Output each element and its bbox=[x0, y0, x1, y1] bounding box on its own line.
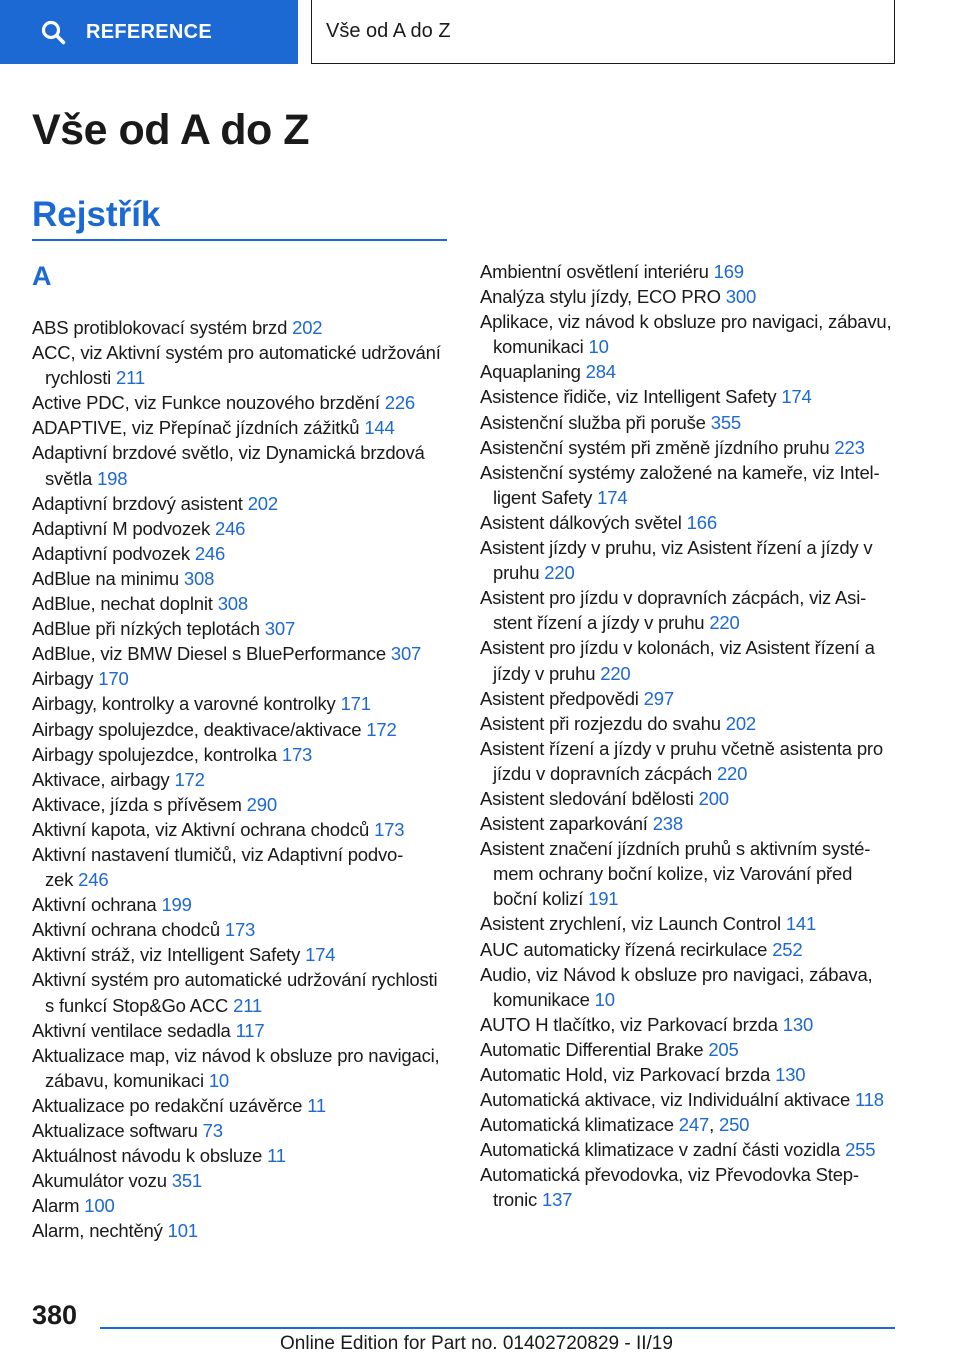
index-entry bbox=[480, 535, 898, 585]
index-entry-text: Airbagy spolujezdce, deaktivace/aktivace bbox=[32, 718, 362, 740]
index-entry bbox=[480, 1087, 898, 1112]
index-entry bbox=[32, 566, 450, 591]
index-entry bbox=[480, 836, 898, 911]
index-entry bbox=[32, 340, 450, 390]
page-link[interactable]: 10 bbox=[594, 988, 615, 1010]
index-entry-text: Asistenční služba při poruše bbox=[480, 411, 706, 433]
page-link[interactable]: 308 bbox=[183, 567, 215, 589]
index-entry-text: Alarm bbox=[32, 1195, 80, 1217]
page-link[interactable]: 73 bbox=[202, 1120, 223, 1141]
index-entry bbox=[480, 309, 898, 359]
index-entry-text: Aktivní nastavení tlumičů, viz Adaptivní podvozek bbox=[32, 843, 404, 891]
index-entry bbox=[32, 1143, 450, 1168]
page-link[interactable]: 100 bbox=[84, 1195, 115, 1217]
index-entry-text: Asistent dálkových světel bbox=[480, 511, 682, 533]
index-entry-text: Asistent značení jízdních pruhů s aktivním systémem ochrany boční kolize, viz Varování před boční kolizí bbox=[480, 838, 871, 910]
index-entry-text: AdBlue na minimu bbox=[32, 567, 179, 589]
index-entry-text: Asistent sledování bdělosti bbox=[480, 787, 694, 809]
index-entry bbox=[480, 384, 898, 409]
page-link[interactable]: 10 bbox=[208, 1069, 230, 1091]
page-link[interactable]: 226 bbox=[384, 392, 416, 414]
index-entry-text: Aktivní systém pro automatické udržování rychlosti s funkcí Stop&Go ACC bbox=[32, 969, 438, 1016]
index-entry bbox=[32, 1168, 450, 1193]
index-entry-text: AUC automaticky řízená recirkulace bbox=[480, 938, 768, 960]
index-entry bbox=[32, 440, 450, 490]
page-link[interactable]: 101 bbox=[167, 1220, 198, 1242]
header-title: Vše od A do Z bbox=[326, 20, 451, 42]
page-link[interactable]: 166 bbox=[686, 511, 717, 533]
index-entry bbox=[32, 415, 450, 440]
page-link[interactable]: 308 bbox=[217, 593, 248, 615]
page-link[interactable]: 220 bbox=[716, 762, 748, 784]
page-link[interactable]: 11 bbox=[267, 1145, 286, 1167]
index-entry bbox=[32, 666, 450, 691]
page-link[interactable]: 246 bbox=[194, 542, 226, 564]
page-link[interactable]: 252 bbox=[772, 938, 803, 960]
index-entry-text: Automatická převodovka, viz Převodovka Steptronic bbox=[480, 1164, 860, 1211]
index-entry bbox=[32, 1193, 450, 1218]
page-link[interactable]: 199 bbox=[161, 894, 192, 916]
page-link[interactable]: 202 bbox=[725, 712, 757, 734]
index-entry-text: Airbagy, kontrolky a varovné kontrolky bbox=[32, 693, 336, 715]
index-entry bbox=[480, 284, 898, 309]
page-link[interactable]: 137 bbox=[542, 1189, 573, 1211]
index-entry bbox=[32, 942, 450, 967]
index-entry-text: Asistence řidiče, viz Intelligent Safety bbox=[480, 386, 777, 408]
index-entry-text: Asistent zrychlení, viz Launch Control bbox=[480, 913, 781, 935]
index-entry bbox=[480, 1037, 898, 1062]
index-entry bbox=[32, 892, 450, 917]
index-entry bbox=[480, 736, 898, 786]
index-entry bbox=[480, 635, 898, 685]
index-entry bbox=[480, 711, 898, 736]
page-link[interactable]: 297 bbox=[643, 687, 674, 709]
index-entry bbox=[480, 1012, 898, 1037]
header-title-tab[interactable] bbox=[311, 0, 895, 64]
page-link[interactable]: 173 bbox=[374, 818, 405, 840]
index-entry-text: ADAPTIVE, viz Přepínač jízdních zážitků bbox=[32, 417, 360, 439]
page-link[interactable]: 173 bbox=[281, 743, 313, 765]
index-entry-text: Aktivní ventilace sedadla bbox=[32, 1019, 231, 1041]
page-link[interactable]: 300 bbox=[725, 286, 757, 308]
page-link[interactable]: 169 bbox=[713, 261, 744, 282]
index-entry bbox=[480, 811, 898, 836]
page-link[interactable]: 170 bbox=[98, 668, 129, 690]
index-entry-text: ACC, viz Aktivní systém pro automatické udržování rychlosti bbox=[32, 342, 441, 389]
index-entry bbox=[32, 742, 450, 767]
page-link[interactable]: 198 bbox=[97, 467, 128, 489]
index-entry bbox=[480, 460, 898, 510]
index-entry bbox=[32, 491, 450, 516]
page-link[interactable]: 223 bbox=[834, 436, 865, 458]
index-entry-text: Adaptivní M podvozek bbox=[32, 517, 211, 539]
page-link[interactable]: 211 bbox=[233, 994, 263, 1016]
index-entry bbox=[32, 616, 450, 641]
index-entry-text: AUTO H tlačítko, viz Parkovací brzda bbox=[480, 1013, 778, 1035]
page-link[interactable]: 144 bbox=[364, 417, 395, 439]
index-entry bbox=[32, 1043, 450, 1093]
search-icon bbox=[40, 19, 66, 45]
index-entry bbox=[480, 786, 898, 811]
page-link[interactable]: 118 bbox=[854, 1089, 884, 1111]
index-entry bbox=[480, 1062, 898, 1087]
page-link[interactable]: 171 bbox=[340, 693, 371, 715]
index-entry-text: Aktualizace softwaru bbox=[32, 1120, 198, 1141]
index-entry-text: Automatická aktivace, viz Individuální aktivace bbox=[480, 1089, 851, 1111]
index-entry-text: Aplikace, viz návod k obsluze pro navigaci, zábavu, komunikaci bbox=[480, 311, 892, 358]
index-entry-text: Aktivní kapota, viz Aktivní ochrana chodců bbox=[32, 818, 370, 840]
index-entry bbox=[32, 792, 450, 817]
page-link[interactable]: 141 bbox=[785, 913, 817, 935]
index-letter: A bbox=[32, 261, 52, 291]
index-entry-text: Aktualizace po redakční uzávěrce bbox=[32, 1094, 303, 1116]
page-link[interactable]: 172 bbox=[366, 718, 397, 740]
index-entry bbox=[480, 359, 898, 384]
page-link[interactable]: 202 bbox=[292, 317, 323, 338]
index-entry bbox=[480, 585, 898, 635]
page-link[interactable]: 246 bbox=[78, 869, 109, 891]
page-link[interactable]: 211 bbox=[116, 367, 145, 389]
index-entry bbox=[480, 937, 898, 962]
index-entry bbox=[480, 1137, 898, 1162]
index-entry bbox=[32, 1118, 450, 1143]
reference-tab[interactable] bbox=[0, 0, 298, 64]
index-entry-text: Asistent jízdy v pruhu, viz Asistent řízení a jízdy v pruhu bbox=[480, 537, 873, 584]
index-entry-text: Aktuálnost návodu k obsluze bbox=[32, 1145, 263, 1167]
index-entry-text: Asistent předpovědi bbox=[480, 687, 639, 709]
page-link[interactable]: 250 bbox=[718, 1114, 750, 1136]
index-entry-text: Aktivace, airbagy bbox=[32, 768, 170, 790]
page-link[interactable]: 173 bbox=[224, 919, 256, 941]
index-entry-text: Automatická klimatizace v zadní části vozidla bbox=[480, 1139, 841, 1161]
page-link[interactable]: 220 bbox=[600, 662, 631, 684]
page-link[interactable]: 205 bbox=[708, 1038, 739, 1060]
page-link[interactable]: 246 bbox=[214, 517, 246, 539]
index-entry bbox=[32, 315, 450, 340]
index-entry bbox=[480, 510, 898, 535]
index-entry-text: Aktivní ochrana chodců bbox=[32, 919, 220, 941]
index-entry-text: Analýza stylu jízdy, ECO PRO bbox=[480, 286, 721, 308]
page-number: 380 bbox=[32, 1300, 78, 1330]
index-entry-text: Asistent pro jízdu v kolonách, viz Asistent řízení a jízdy v pruhu bbox=[480, 637, 875, 684]
page-link[interactable]: 172 bbox=[174, 768, 205, 790]
index-entry-text: Asistent zaparkování bbox=[480, 813, 648, 835]
page-title: Vše od A do Z bbox=[32, 106, 309, 154]
index-entry bbox=[480, 410, 898, 435]
page-link[interactable]: 174 bbox=[597, 486, 628, 508]
index-entry-text: Adaptivní podvozek bbox=[32, 542, 190, 564]
page-link[interactable]: 130 bbox=[782, 1013, 814, 1035]
index-entry bbox=[32, 717, 450, 742]
index-entry bbox=[32, 591, 450, 616]
index-entry bbox=[32, 641, 450, 666]
index-entry bbox=[32, 842, 450, 892]
page-link[interactable]: 174 bbox=[305, 944, 336, 966]
index-entry bbox=[480, 686, 898, 711]
page-link[interactable]: 191 bbox=[588, 888, 619, 910]
index-entry bbox=[32, 390, 450, 415]
page-link[interactable]: 220 bbox=[544, 562, 575, 584]
page-link[interactable]: 284 bbox=[585, 361, 616, 383]
index-entry-text: Adaptivní brzdový asistent bbox=[32, 492, 243, 514]
index-entry-text: Automatic Hold, viz Parkovací brzda bbox=[480, 1064, 771, 1085]
index-entry bbox=[32, 1018, 450, 1043]
index-entry: Automatická klimatizace 247, 250 bbox=[480, 1114, 750, 1136]
page-link[interactable]: 307 bbox=[264, 618, 296, 640]
page-link[interactable]: 202 bbox=[247, 492, 278, 514]
page-link[interactable]: 255 bbox=[845, 1139, 876, 1161]
index-entry-text: Airbagy bbox=[32, 668, 94, 690]
index-entry-text: Asistent pro jízdu v dopravních zácpách, viz Asistent řízení a jízdy v pruhu bbox=[480, 587, 867, 634]
page-link[interactable]: 117 bbox=[235, 1019, 265, 1041]
page-link[interactable]: 130 bbox=[775, 1064, 806, 1085]
index-entry bbox=[32, 917, 450, 942]
index-entry-text: Aktivní stráž, viz Intelligent Safety bbox=[32, 944, 301, 966]
index-entry-text: Asistent řízení a jízdy v pruhu včetně asistenta pro jízdu v dopravních zácpách bbox=[480, 737, 883, 784]
page-link[interactable]: 220 bbox=[709, 612, 740, 634]
index-entry-text: Alarm, nechtěný bbox=[32, 1220, 163, 1242]
footer-divider bbox=[100, 1327, 895, 1329]
page-link[interactable]: 200 bbox=[698, 787, 729, 809]
index-entry-text: Automatic Differential Brake bbox=[480, 1038, 704, 1060]
index-entry bbox=[480, 435, 898, 460]
index-entry-text: Asistent při rozjezdu do svahu bbox=[480, 712, 721, 734]
page-link[interactable]: 307 bbox=[390, 643, 422, 665]
page-link[interactable]: 247 bbox=[678, 1114, 710, 1136]
index-entry-text: Aktivace, jízda s přívěsem bbox=[32, 793, 242, 815]
index-entry bbox=[32, 967, 450, 1017]
index-entry bbox=[32, 541, 450, 566]
index-entry-text: AdBlue, nechat doplnit bbox=[32, 593, 213, 615]
index-entry-text: AdBlue, viz BMW Diesel s BluePerformance bbox=[32, 643, 386, 665]
index-entry bbox=[32, 1093, 450, 1118]
page-link[interactable]: 174 bbox=[781, 386, 812, 408]
index-entry-text: Aktualizace map, viz návod k obsluze pro navigaci, zábavu, komunikaci bbox=[32, 1044, 440, 1091]
index-entry-text: Aquaplaning bbox=[480, 361, 581, 383]
index-entry bbox=[32, 691, 450, 716]
index-entry-text: Aktivní ochrana bbox=[32, 894, 157, 916]
section-divider bbox=[32, 239, 447, 241]
page-link[interactable]: 11 bbox=[307, 1094, 326, 1116]
index-entry-text: Ambientní osvětlení interiéru bbox=[480, 261, 709, 282]
reference-tab-label: REFERENCE bbox=[86, 20, 213, 43]
index-entry bbox=[32, 1218, 450, 1243]
index-column-left bbox=[32, 315, 450, 1243]
index-entry-text: Audio, viz Návod k obsluze pro navigaci, zábava, komunikace bbox=[480, 963, 873, 1010]
index-entry-text: Automatická klimatizace bbox=[480, 1114, 674, 1136]
page-link[interactable]: 238 bbox=[652, 813, 683, 835]
index-entry bbox=[480, 962, 898, 1012]
footer-text: Online Edition for Part no. 01402720829 - II/19 bbox=[280, 1333, 673, 1354]
index-entry bbox=[32, 817, 450, 842]
section-title: Rejstřík bbox=[32, 195, 161, 234]
index-entry bbox=[480, 911, 898, 936]
index-entry bbox=[480, 1162, 898, 1212]
index-column-right bbox=[480, 259, 898, 1213]
index-entry-text: Asistenční systémy založené na kameře, viz Intelligent Safety bbox=[480, 461, 880, 508]
index-entry bbox=[32, 516, 450, 541]
index-entry-text: Airbagy spolujezdce, kontrolka bbox=[32, 743, 277, 765]
page-link[interactable]: 10 bbox=[588, 336, 609, 358]
page-link[interactable]: 290 bbox=[246, 793, 277, 815]
index-entry-text: Adaptivní brzdové světlo, viz Dynamická brzdová světla bbox=[32, 442, 425, 489]
page-link[interactable]: 355 bbox=[710, 411, 742, 433]
index-entry bbox=[32, 767, 450, 792]
page-link[interactable]: 351 bbox=[171, 1170, 203, 1192]
index-entry-text: Active PDC, viz Funkce nouzového brzdění bbox=[32, 392, 380, 414]
index-entry-text: AdBlue při nízkých teplotách bbox=[32, 618, 260, 640]
index-entry-text: Akumulátor vozu bbox=[32, 1170, 167, 1192]
index-entry-text: ABS protiblokovací systém brzd bbox=[32, 317, 288, 338]
index-entry bbox=[480, 259, 898, 284]
index-entry-text: Asistenční systém při změně jízdního pruhu bbox=[480, 436, 830, 458]
